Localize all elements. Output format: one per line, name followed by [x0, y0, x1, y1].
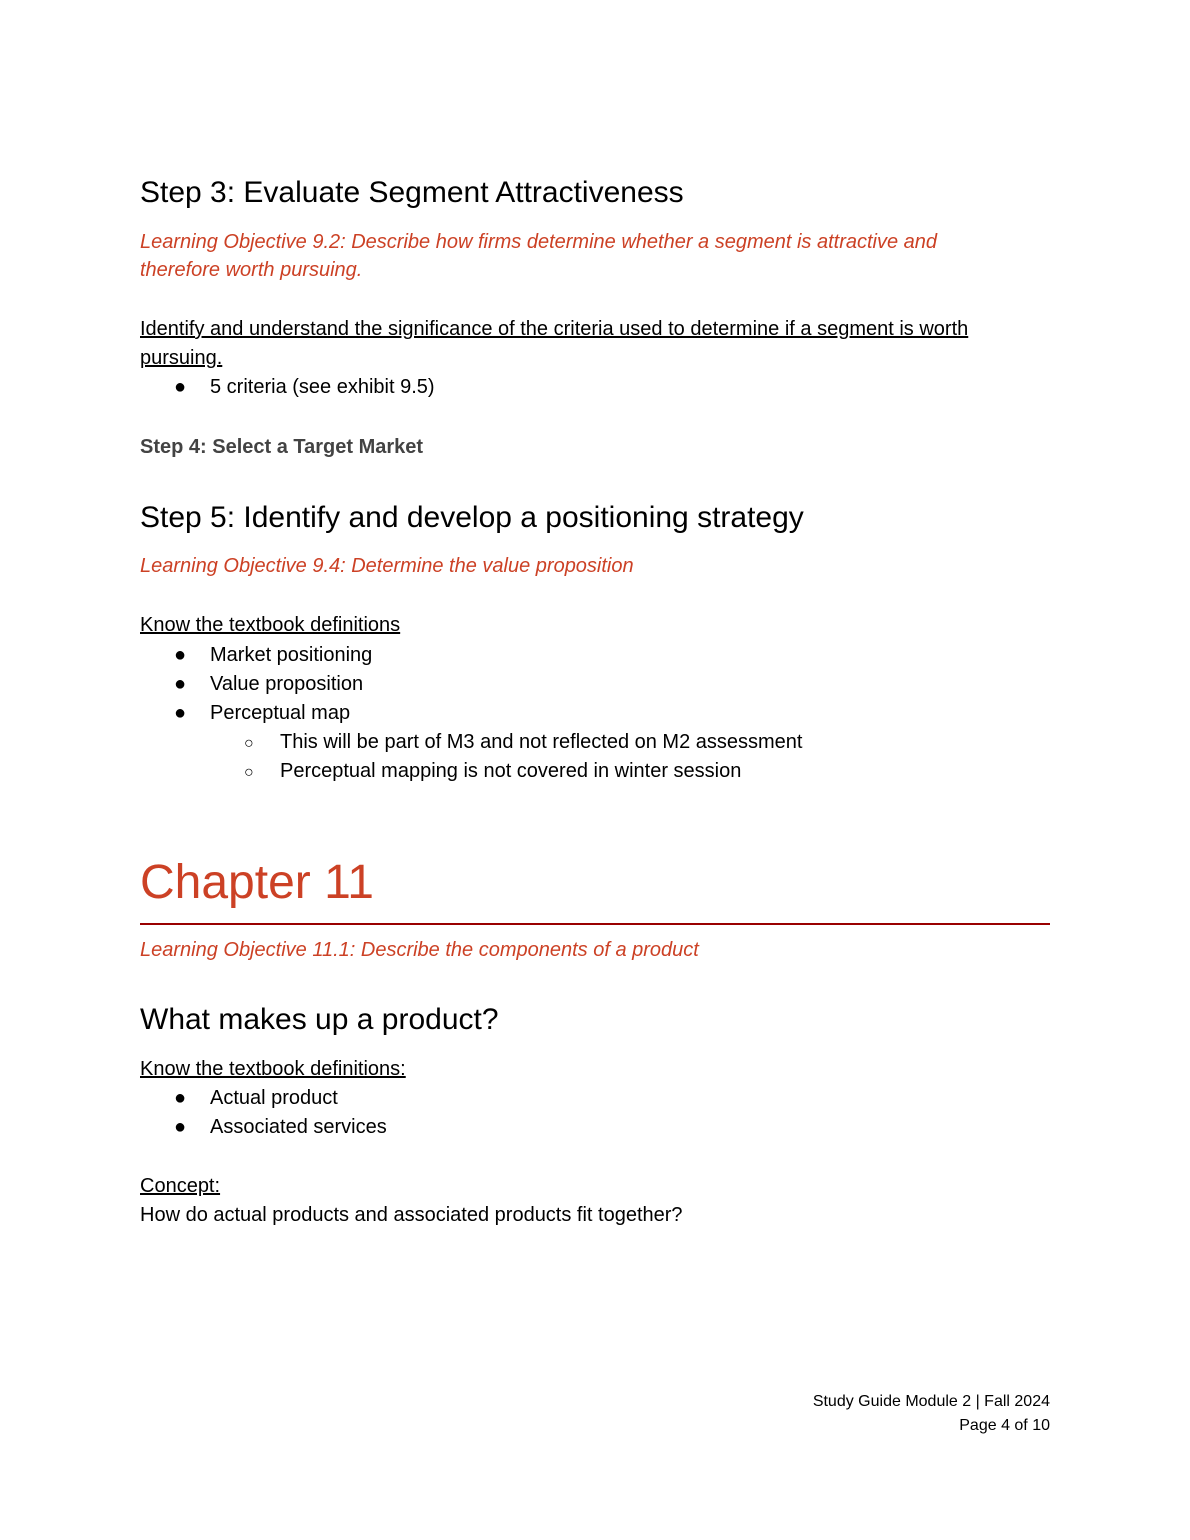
bullet-icon: ●	[174, 702, 187, 724]
circle-bullet-icon: ○	[244, 735, 254, 752]
bullet-icon: ●	[174, 644, 187, 666]
chapter-title: Chapter 11	[140, 856, 374, 909]
bullet-icon: ●	[174, 1116, 187, 1138]
concept-text: How do actual products and associated products fit together?	[140, 1204, 683, 1226]
list-item	[174, 699, 350, 727]
list-item-text: Market positioning	[210, 644, 373, 666]
list-item-text: Perceptual mapping is not covered in winter session	[280, 760, 742, 782]
list-item	[174, 373, 435, 401]
list-item-text: Associated services	[210, 1116, 387, 1138]
learning-objective: therefore worth pursuing.	[140, 259, 363, 281]
list-item-text: Actual product	[210, 1087, 338, 1109]
list-item	[174, 1084, 338, 1112]
list-item-text: This will be part of M3 and not reflected on M2 assessment	[280, 731, 803, 753]
list-item	[174, 670, 363, 698]
bullet-icon: ●	[174, 376, 187, 398]
section-heading: What makes up a product?	[140, 1003, 499, 1036]
list-item-text: Value proposition	[210, 673, 364, 695]
step5-heading: Step 5: Identify and develop a positioning strategy	[140, 501, 804, 534]
sub-list-item	[244, 757, 741, 787]
concept-label: Concept:	[140, 1175, 221, 1197]
task-text: pursuing.	[140, 347, 223, 369]
list-item	[174, 1113, 387, 1141]
footer-title: Study Guide Module 2 | Fall 2024	[812, 1393, 1050, 1410]
page-number: Page 4 of 10	[959, 1417, 1050, 1434]
step3-heading: Step 3: Evaluate Segment Attractiveness	[140, 176, 684, 209]
chapter-divider	[140, 923, 1050, 925]
sub-list-item	[244, 728, 802, 758]
learning-objective: Learning Objective 11.1: Describe the components of a product	[140, 939, 699, 961]
learning-objective: Learning Objective 9.2: Describe how firms determine whether a segment is attractive and	[140, 231, 938, 253]
circle-bullet-icon: ○	[244, 764, 254, 781]
list-item-text: Perceptual map	[210, 702, 351, 724]
task-text: Know the textbook definitions:	[140, 1058, 406, 1080]
learning-objective: Learning Objective 9.4: Determine the value proposition	[140, 555, 634, 577]
bullet-icon: ●	[174, 1087, 187, 1109]
step4-heading: Step 4: Select a Target Market	[140, 436, 424, 458]
task-text: Identify and understand the significance of the criteria used to determine if a segment is worth	[140, 318, 969, 340]
task-text: Know the textbook definitions	[140, 614, 401, 636]
list-item	[174, 641, 372, 669]
bullet-icon: ●	[174, 673, 187, 695]
list-item-text: 5 criteria (see exhibit 9.5)	[210, 376, 435, 398]
